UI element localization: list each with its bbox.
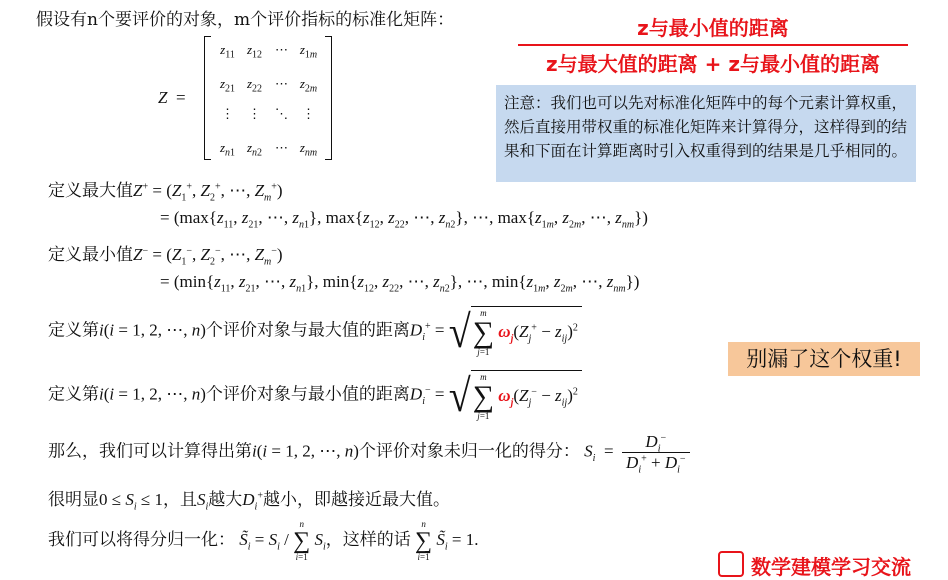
standardized-matrix <box>204 36 332 160</box>
intro-text: 假设有n个要评价的对象，m个评价指标的标准化矩阵： <box>36 10 455 30</box>
watermark-logo: 数学建模学习交流 <box>718 551 911 580</box>
matrix-left-bracket <box>204 36 211 160</box>
weight-warning-badge: 别漏了这个权重! <box>728 342 920 376</box>
min-expansion: = ($\min\{z_{11}$, $z_{21}$, ⋯, $z_{n1}$}, $\min\{z_{12}$, $z_{22}$, ⋯, $z_{n2}$}, ⋯, $\min\{z_{1m}$, $z_{2m}$, ⋯, $z_{nm}$}) <box>160 272 640 295</box>
matrix-row: $z_{21}$ $z_{22}$ ⋯ $z_{2m}$ <box>219 76 318 95</box>
matrix-lhs: Z = <box>158 88 186 107</box>
fraction-denominator: z与最大值的距离 + z与最小值的距离 <box>546 52 880 76</box>
min-definition: 定义最小值$Z^- = (Z_1^-$, $Z_2^-$, ⋯, $Z_m^-$) <box>48 245 283 268</box>
logo-icon <box>718 551 744 577</box>
matrix-right-bracket <box>325 36 332 160</box>
note-box: 注意：我们也可以先对标准化矩阵中的每个元素计算权重，然后直接用带权重的标准化矩阵来计算得分，这样得到的结果和下面在计算距离时引入权重得到的结果是几乎相同的。 <box>496 85 916 182</box>
matrix-row: ⋮ ⋮ ⋱ ⋮ <box>221 106 315 121</box>
normalize-formula: 我们可以将得分归一化： $S̃_i = S_i$ / n ∑ i=1 $S_i$，这样的话 n ∑ i=1 $S̃_i = 1$. <box>48 519 479 562</box>
matrix-row: $z_{11}$ $z_{12}$ ⋯ $z_{1m}$ <box>220 42 318 61</box>
max-definition: 定义最大值$Z^+ = (Z_1^+$, $Z_2^+$, ⋯, $Z_m^+$) <box>48 181 283 204</box>
distance-to-min-formula: 定义第i(i = 1, 2, ⋯, n)个评价对象与最小值的距离$D_i^-$ = √ m ∑ j=1 $\omega_j(Z_j^- - z_{ij})^2$ <box>48 370 582 421</box>
matrix-row: $z_{n1}$ $z_{n2}$ ⋯ $z_{nm}$ <box>219 140 318 159</box>
distance-ratio-fraction <box>516 12 910 77</box>
distance-to-max-formula: 定义第i(i = 1, 2, ⋯, n)个评价对象与最大值的距离$D_i^+$ = √ m ∑ j=1 $\omega_j(Z_j^+ - z_{ij})^2$ <box>48 306 582 357</box>
score-formula: 那么，我们可以计算得出第i(i = 1, 2, ⋯, n)个评价对象未归一化的得分： $S_i$ = $\frac{D_i^-}{D_i^+ + D_i^-}$ <box>48 432 690 473</box>
max-expansion: = ($\max\{z_{11}$, $z_{21}$, ⋯, $z_{n1}$}, $\max\{z_{12}$, $z_{22}$, ⋯, $z_{n2}$}, ⋯, $\max\{z_{1m}$, $z_{2m}$, ⋯, $z_{nm}$}) <box>160 208 648 231</box>
score-range-text: 很明显$0 \le S_i \le 1$，且$S_i$越大$D_i^+$越小，即越接近最大值。 <box>48 490 450 513</box>
fraction-numerator: z与最小值的距离 <box>637 16 789 40</box>
